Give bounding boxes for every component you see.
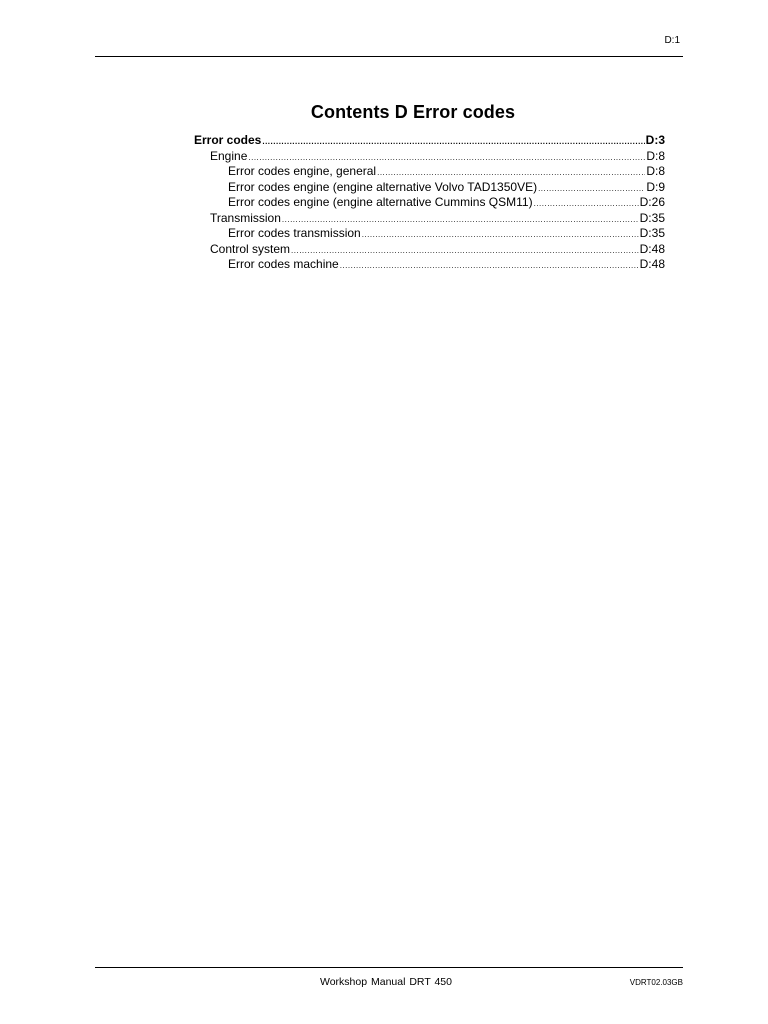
toc-entry-label: Error codes machine [228,257,339,271]
toc-entry-page: D:26 [639,195,665,209]
toc-dot-leader [377,165,645,181]
footer-divider [95,967,683,968]
toc-entry-engine[interactable] [194,149,665,165]
header-divider [95,56,683,57]
toc-entry-page: D:35 [639,210,665,225]
toc-entry-page: D:9 [646,179,665,194]
toc-entry-label: Control system [210,241,291,256]
toc-entry-label: Error codes engine (engine alternative Volvo TAD1350VE) [228,179,538,194]
toc-entry-page: D:3 [645,133,665,147]
toc-dot-leader [248,150,645,166]
toc-entry-page: D:35 [639,226,665,240]
toc-dot-leader [291,243,639,259]
toc-entry-label: Engine [210,148,248,163]
toc-dot-leader [262,134,644,150]
toc-entry-error-codes-transmission[interactable] [194,226,665,242]
toc-entry-error-codes-engine-general[interactable] [194,164,665,180]
table-of-contents [194,133,665,273]
footer-document-code: VDRT02.03GB [629,978,683,987]
toc-entry-page: D:48 [639,257,665,271]
toc-entry-label: Transmission [210,210,281,225]
toc-dot-leader [340,258,639,274]
toc-entry-page: D:8 [646,164,665,178]
toc-entry-error-codes-engine-cummins[interactable] [194,195,665,211]
page-title: Contents D Error codes [310,102,516,122]
toc-entry-transmission[interactable] [194,211,665,227]
toc-entry-control-system[interactable] [194,242,665,258]
toc-entry-label: Error codes transmission [228,226,361,240]
toc-entry-error-codes[interactable] [194,133,665,149]
toc-entry-error-codes-machine[interactable] [194,257,665,273]
toc-entry-label: Error codes [194,133,262,147]
toc-dot-leader [362,227,639,243]
toc-entry-label: Error codes engine, general [228,164,377,178]
page-number: D:1 [664,35,680,46]
toc-entry-page: D:8 [646,148,665,163]
toc-dot-leader [282,212,639,228]
footer-title: Workshop Manual DRT 450 [320,976,452,988]
toc-dot-leader [534,196,639,212]
toc-entry-label: Error codes engine (engine alternative Cummins QSM11) [228,195,533,209]
toc-entry-page: D:48 [639,241,665,256]
toc-entry-error-codes-engine-volvo[interactable] [194,180,665,196]
toc-dot-leader [538,181,645,197]
